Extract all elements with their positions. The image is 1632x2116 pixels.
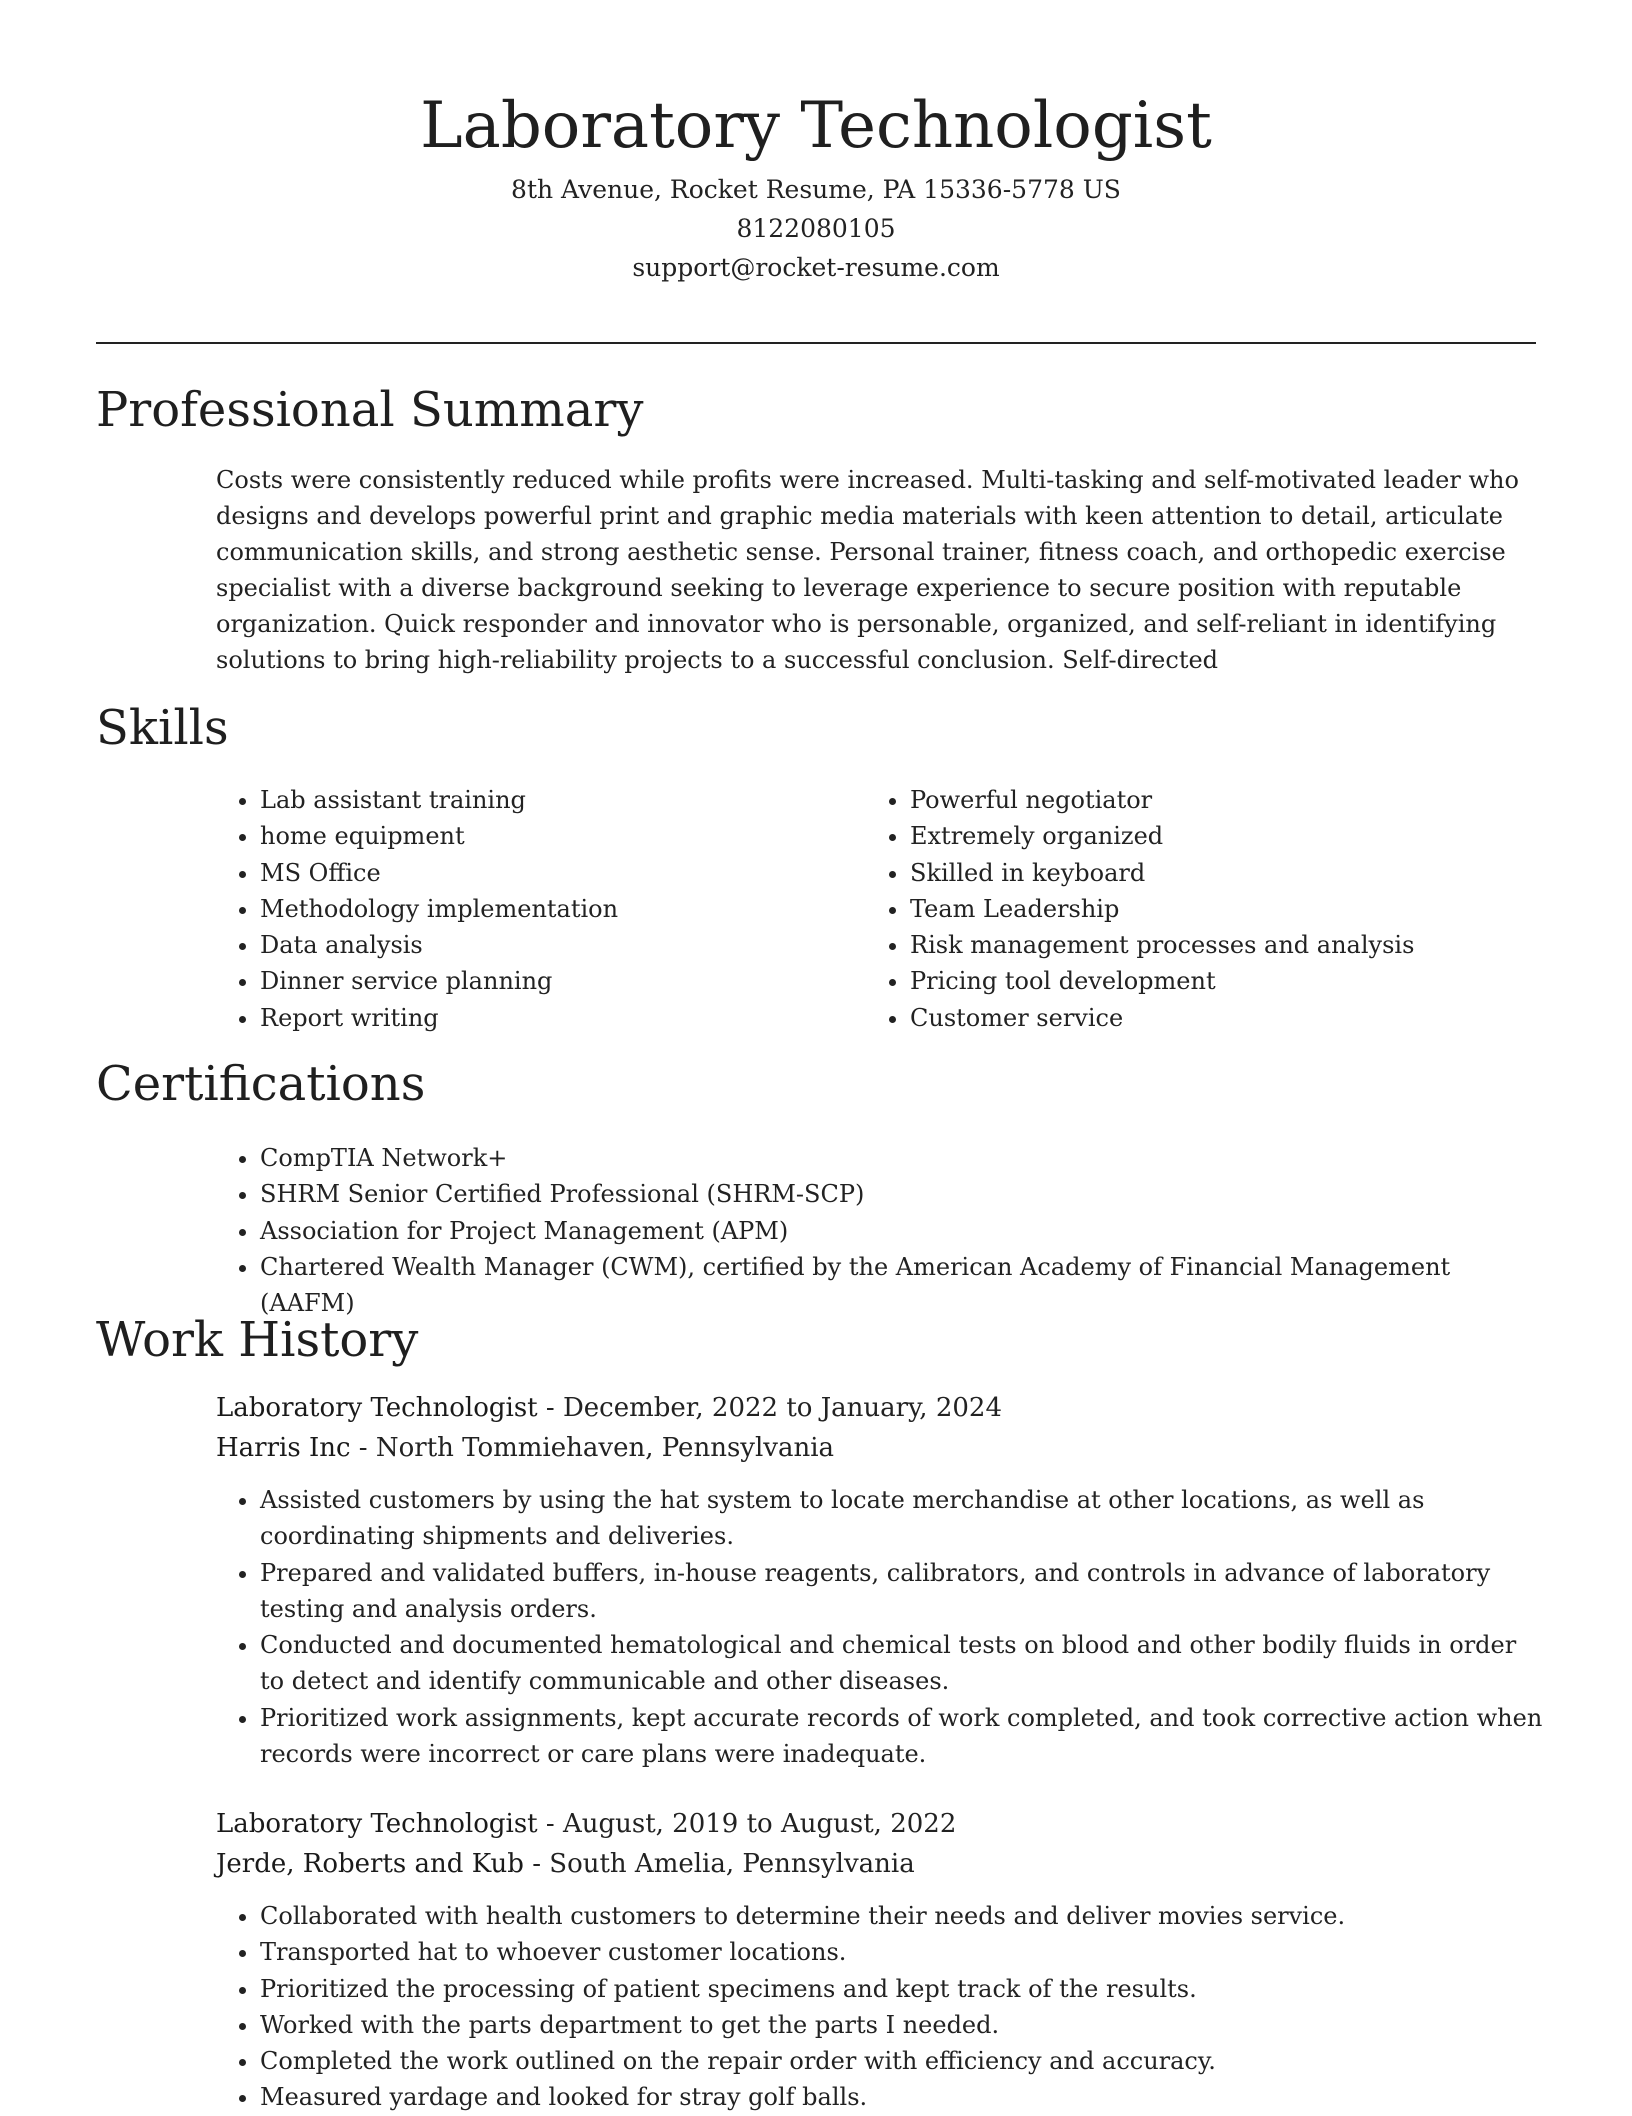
skill-item: • Lab assistant training <box>260 782 836 818</box>
contact-email: support@rocket-resume.com <box>632 253 1000 282</box>
candidate-name: Laboratory Technologist <box>420 89 1212 163</box>
job-company-line <box>216 1844 915 1884</box>
certifications-list <box>216 1140 1546 1321</box>
skills-column-right <box>866 782 1526 1036</box>
job-bullet: • Completed the work outlined on the repair order with efficiency and accuracy. <box>260 2043 1546 2079</box>
job-title: Laboratory Technologist <box>216 1809 538 1839</box>
contact-address: 8th Avenue, Rocket Resume, PA 15336-5778 US <box>511 175 1121 204</box>
job-responsibilities <box>216 1482 1546 1772</box>
skill-item: • Pricing tool development <box>910 963 1526 999</box>
skill-item: • Dinner service planning <box>260 963 836 999</box>
job-dates: - August, 2019 to August, 2022 <box>537 1809 957 1839</box>
job-location: - South Amelia, Pennsylvania <box>523 1849 915 1879</box>
skill-item: • Report writing <box>260 1000 836 1036</box>
certification-item: • Association for Project Management (APM) <box>260 1213 1546 1249</box>
certification-item: • CompTIA Network+ <box>260 1140 1546 1176</box>
header-divider <box>96 342 1536 344</box>
job-bullet: • Prioritized work assignments, kept accurate records of work completed, and took corrective action when records were incorrect or care plans were inadequate. <box>260 1700 1546 1773</box>
contact-info <box>96 170 1536 287</box>
job-title: Laboratory Technologist <box>216 1393 538 1423</box>
skills-column-left <box>216 782 836 1036</box>
job-bullets <box>216 1482 1546 1772</box>
skills-heading: Skills <box>96 700 229 756</box>
skill-item: • Customer service <box>910 1000 1526 1036</box>
job-bullet: • Transported hat to whoever customer locations. <box>260 1934 1546 1970</box>
skills-list-right <box>866 782 1526 1036</box>
skill-item: • Data analysis <box>260 927 836 963</box>
skill-item: • Team Leadership <box>910 891 1526 927</box>
job-bullet: • Prepared and validated buffers, in-house reagents, calibrators, and controls in advance of laboratory testing and analysis orders. <box>260 1555 1546 1628</box>
job-bullet: • Prioritized the processing of patient specimens and kept track of the results. <box>260 1971 1546 2007</box>
certification-item: • SHRM Senior Certified Professional (SHRM-SCP) <box>260 1176 1546 1212</box>
skills-list-left <box>216 782 836 1036</box>
job-title-line <box>216 1804 956 1844</box>
job-location: - North Tommiehaven, Pennsylvania <box>350 1433 835 1463</box>
skill-item: • Risk management processes and analysis <box>910 927 1526 963</box>
job-bullets <box>216 1898 1546 2116</box>
job-dates: - December, 2022 to January, 2024 <box>537 1393 1002 1423</box>
job-bullet: • Conducted and documented hematological and chemical tests on blood and other bodily fluids in order to detect and identify communicable and other diseases. <box>260 1627 1546 1700</box>
certifications-heading: Certifications <box>96 1056 426 1112</box>
skill-item: • Methodology implementation <box>260 891 836 927</box>
job-bullet: • Collaborated with health customers to determine their needs and deliver movies service. <box>260 1898 1546 1934</box>
work-history-heading: Work History <box>96 1312 419 1368</box>
job-company: Jerde, Roberts and Kub <box>216 1849 524 1879</box>
job-responsibilities <box>216 1898 1546 2116</box>
certification-item: • Chartered Wealth Manager (CWM), certified by the American Academy of Financial Management (AAFM) <box>260 1249 1546 1322</box>
resume-header <box>96 84 1536 287</box>
skill-item: • Extremely organized <box>910 818 1526 854</box>
skill-item: • MS Office <box>260 855 836 891</box>
skill-item: • Powerful negotiator <box>910 782 1526 818</box>
skill-item: • home equipment <box>260 818 836 854</box>
job-bullet: • Worked with the parts department to get the parts I needed. <box>260 2007 1546 2043</box>
job-title-line <box>216 1388 1002 1428</box>
summary-heading: Professional Summary <box>96 382 644 438</box>
certifications-block <box>216 1140 1546 1321</box>
summary-text: Costs were consistently reduced while profits were increased. Multi-tasking and self-motivated leader who designs and develops powerful print and graphic media materials with keen attention to detail, articulate communication skills, and strong aesthetic sense. Personal trainer, fitness coach, and orthopedic exercise specialist with a diverse background seeking to leverage experience to secure position with reputable organization. Quick responder and innovator who is personable, organized, and self-reliant in identifying solutions to bring high-reliability projects to a successful conclusion. Self-directed <box>216 466 1519 674</box>
skill-item: • Skilled in keyboard <box>910 855 1526 891</box>
job-company-line <box>216 1428 834 1468</box>
job-bullet: • Assisted customers by using the hat system to locate merchandise at other locations, as well as coordinating shipments and deliveries. <box>260 1482 1546 1555</box>
contact-phone: 8122080105 <box>736 214 896 243</box>
job-bullet: • Measured yardage and looked for stray golf balls. <box>260 2079 1546 2115</box>
job-company: Harris Inc <box>216 1433 351 1463</box>
